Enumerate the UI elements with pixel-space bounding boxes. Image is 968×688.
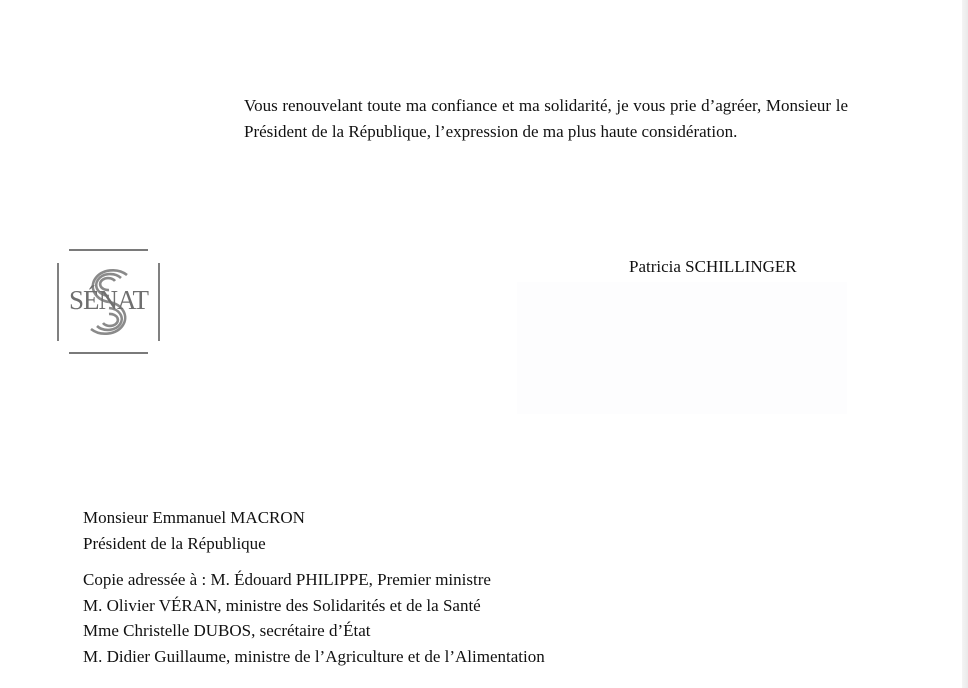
copy-recipient: M. Didier Guillaume, ministre de l’Agriculture et de l’Alimentation [83, 646, 545, 666]
addressee-title: Président de la République [83, 534, 266, 553]
copies-list [83, 567, 545, 669]
copy-recipient: Mme Christelle DUBOS, secrétaire d’État [83, 621, 371, 640]
seal-text: SÉNAT [68, 285, 149, 315]
closing-paragraph: Vous renouvelant toute ma confiance et ma solidarité, je vous prie d’agréer, Monsieur le Président de la République, l’expression de ma plus haute considération. [244, 96, 848, 141]
page-right-edge [962, 0, 968, 688]
signatory-name: Patricia SCHILLINGER [629, 257, 797, 276]
addressee-block [83, 505, 305, 557]
copy-recipient: M. Olivier VÉRAN, ministre des Solidarités et de la Santé [83, 595, 481, 615]
senat-seal-icon [55, 247, 163, 357]
copy-recipient: Copie adressée à : M. Édouard PHILIPPE, Premier ministre [83, 570, 491, 589]
signature-area [517, 282, 847, 414]
addressee-name: Monsieur Emmanuel MACRON [83, 508, 305, 527]
